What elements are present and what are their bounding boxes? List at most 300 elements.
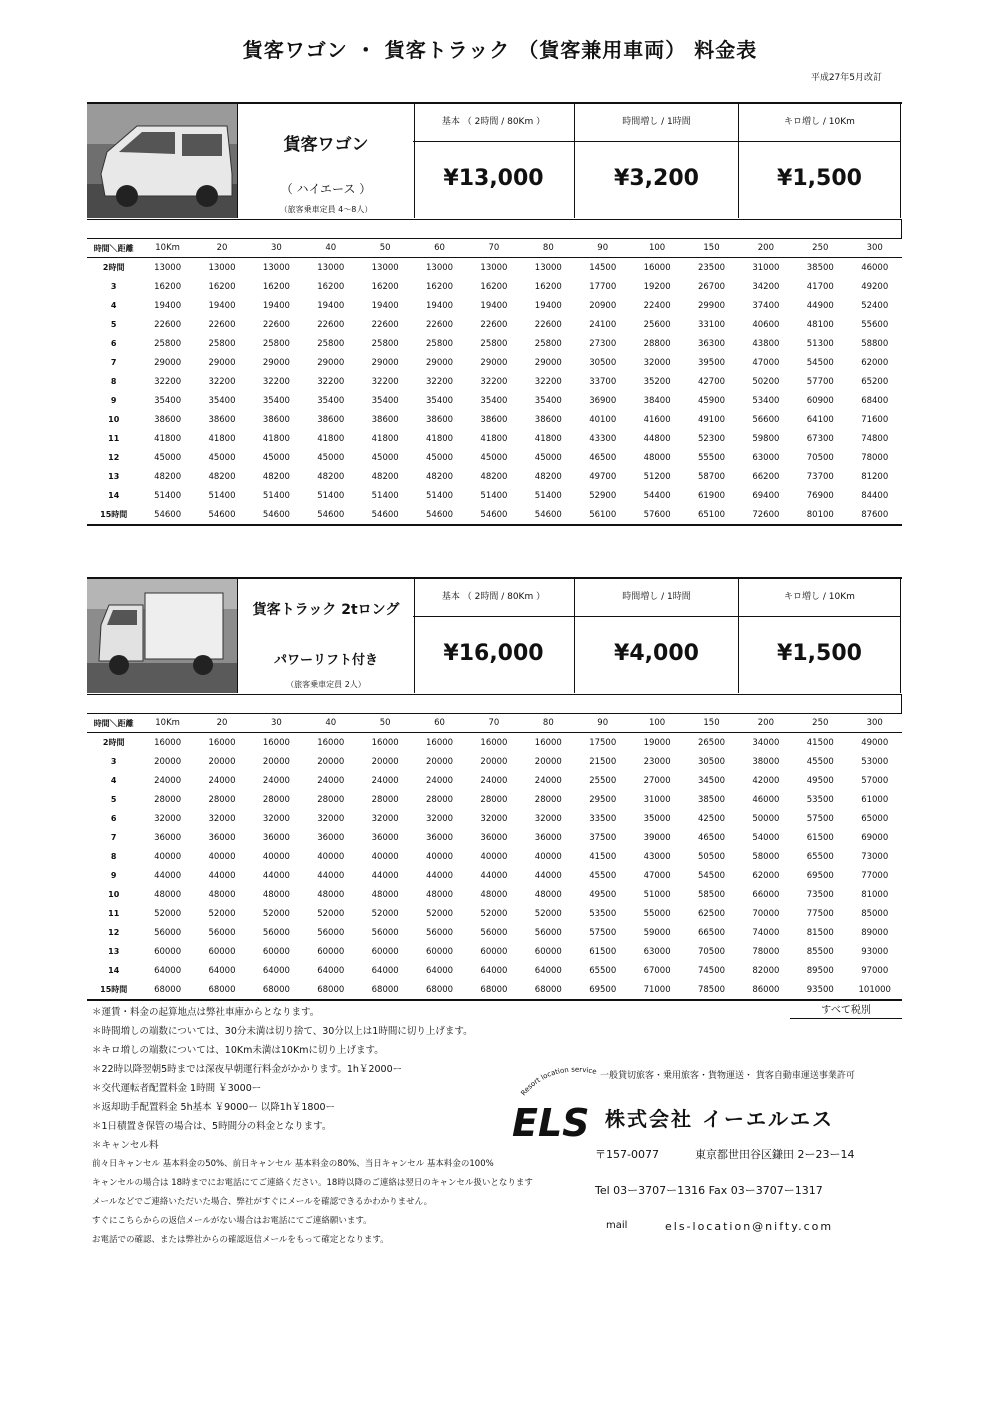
price-cell: 54600 bbox=[467, 505, 521, 525]
price-cell: 45500 bbox=[806, 756, 834, 767]
hours-cell: 4 bbox=[110, 776, 117, 785]
distance-header: 50 bbox=[358, 714, 412, 733]
price-cell: 65000 bbox=[861, 813, 889, 824]
price-cell: 60000 bbox=[426, 946, 454, 957]
price-cell: 42000 bbox=[752, 775, 780, 786]
price-cell: 35400 bbox=[208, 395, 236, 406]
price-cell: 23500 bbox=[697, 262, 726, 273]
hourly-price-col bbox=[575, 104, 739, 218]
distance-header: 50 bbox=[358, 239, 412, 258]
hours-cell: 14 bbox=[108, 491, 120, 500]
price-cell: 52900 bbox=[589, 490, 617, 501]
hours-cell: 9 bbox=[110, 396, 117, 405]
price-cell: 76900 bbox=[806, 490, 834, 501]
price-cell: 44000 bbox=[371, 870, 399, 881]
distance-header: 150 bbox=[684, 714, 738, 733]
price-cell: 13000 bbox=[154, 262, 182, 273]
hourly-label: 時間増し / 1時間 bbox=[575, 104, 738, 142]
page-title: 貨客ワゴン ・ 貨客トラック （貨客兼用車両） 料金表 bbox=[242, 38, 758, 62]
price-cell: 58000 bbox=[752, 851, 780, 862]
price-cell: 16000 bbox=[643, 262, 671, 273]
note: ＊交代運転者配置料金 1時間 ￥3000ー bbox=[92, 1083, 262, 1094]
price-cell: 28000 bbox=[371, 794, 399, 805]
hours-cell: 15時間 bbox=[87, 505, 140, 525]
price-cell: 32000 bbox=[154, 813, 182, 824]
truck-rate-table bbox=[87, 713, 902, 1001]
price-cell: 21500 bbox=[589, 756, 617, 767]
price-cell: 41500 bbox=[589, 851, 617, 862]
price-cell: 66000 bbox=[752, 889, 780, 900]
distance-header: 80 bbox=[521, 714, 575, 733]
price-cell: 36000 bbox=[208, 832, 236, 843]
price-cell: 29900 bbox=[697, 300, 726, 311]
price-cell: 44000 bbox=[262, 870, 290, 881]
price-cell: 36000 bbox=[371, 832, 399, 843]
distance-header: 60 bbox=[412, 239, 466, 258]
price-cell: 29000 bbox=[480, 357, 508, 368]
hours-cell: 5 bbox=[110, 320, 117, 329]
table-row bbox=[87, 942, 902, 961]
price-cell: 32000 bbox=[643, 357, 671, 368]
price-cell: 68000 bbox=[140, 980, 194, 1000]
table-row bbox=[87, 429, 902, 448]
distance-header: 150 bbox=[684, 239, 738, 258]
price-cell: 20000 bbox=[426, 756, 454, 767]
price-cell: 32000 bbox=[534, 813, 562, 824]
price-cell: 54600 bbox=[140, 505, 194, 525]
price-cell: 44000 bbox=[480, 870, 508, 881]
spacer bbox=[87, 695, 902, 713]
price-cell: 52000 bbox=[154, 908, 182, 919]
price-cell: 64000 bbox=[317, 965, 345, 976]
price-cell: 44000 bbox=[208, 870, 236, 881]
table-row bbox=[87, 980, 902, 1000]
price-cell: 25600 bbox=[643, 319, 671, 330]
price-cell: 41800 bbox=[371, 433, 399, 444]
price-cell: 36900 bbox=[589, 395, 617, 406]
price-cell: 60000 bbox=[480, 946, 508, 957]
price-cell: 33100 bbox=[697, 319, 726, 330]
postal-code: 〒157-0077 bbox=[595, 1148, 659, 1161]
price-cell: 82000 bbox=[752, 965, 780, 976]
logo-arc-text: Resort location service bbox=[519, 1065, 598, 1098]
price-cell: 67300 bbox=[806, 433, 834, 444]
price-cell: 51300 bbox=[806, 338, 834, 349]
price-cell: 26700 bbox=[697, 281, 726, 292]
price-cell: 41800 bbox=[154, 433, 182, 444]
price-cell: 53000 bbox=[861, 756, 889, 767]
price-cell: 38500 bbox=[697, 794, 726, 805]
price-cell: 35400 bbox=[371, 395, 399, 406]
price-cell: 54400 bbox=[643, 490, 671, 501]
price-cell: 29000 bbox=[534, 357, 562, 368]
price-cell: 46500 bbox=[589, 452, 617, 463]
price-cell: 48200 bbox=[208, 471, 236, 482]
price-cell: 66500 bbox=[697, 927, 726, 938]
price-cell: 28000 bbox=[534, 794, 562, 805]
price-cell: 41800 bbox=[426, 433, 454, 444]
price-cell: 69000 bbox=[861, 832, 889, 843]
basic-price: ¥16,000 bbox=[443, 641, 544, 666]
price-cell: 13000 bbox=[534, 262, 562, 273]
distance-header: 200 bbox=[739, 239, 793, 258]
price-cell: 41800 bbox=[480, 433, 508, 444]
hours-cell: 13 bbox=[108, 472, 120, 481]
basic-price-col bbox=[413, 104, 575, 218]
price-cell: 28000 bbox=[262, 794, 290, 805]
price-cell: 52000 bbox=[371, 908, 399, 919]
price-cell: 64000 bbox=[262, 965, 290, 976]
hours-cell: 15時間 bbox=[87, 980, 140, 1000]
price-cell: 42500 bbox=[697, 813, 726, 824]
cancel-note: お電話での確認、または弊社からの確認返信メールをもって確定となります。 bbox=[92, 1235, 389, 1245]
price-cell: 51400 bbox=[262, 490, 290, 501]
price-cell: 35400 bbox=[426, 395, 454, 406]
price-cell: 16200 bbox=[480, 281, 508, 292]
price-cell: 48200 bbox=[426, 471, 454, 482]
price-cell: 25800 bbox=[534, 338, 562, 349]
price-cell: 56000 bbox=[208, 927, 236, 938]
distance-header: 40 bbox=[304, 239, 358, 258]
price-cell: 29000 bbox=[208, 357, 236, 368]
price-cell: 60000 bbox=[317, 946, 345, 957]
price-cell: 67000 bbox=[643, 965, 671, 976]
price-cell: 68000 bbox=[195, 980, 249, 1000]
hours-cell: 8 bbox=[110, 377, 117, 386]
vehicle-model: （ ハイエース ） bbox=[280, 182, 372, 196]
distance-header: 100 bbox=[630, 239, 684, 258]
price-cell: 20000 bbox=[534, 756, 562, 767]
price-cell: 53400 bbox=[752, 395, 780, 406]
price-cell: 48000 bbox=[317, 889, 345, 900]
cancel-note: すぐにこちらからの返信メールがない場合はお電話にてご連絡願います。 bbox=[92, 1216, 372, 1226]
price-cell: 32200 bbox=[154, 376, 182, 387]
price-cell: 38600 bbox=[262, 414, 290, 425]
price-cell: 62000 bbox=[861, 357, 889, 368]
price-cell: 35400 bbox=[154, 395, 182, 406]
address: 東京都世田谷区鎌田 2ー23ー14 bbox=[695, 1148, 855, 1161]
phone-fax: Tel 03ー3707ー1316 Fax 03ー3707ー1317 bbox=[595, 1184, 823, 1197]
price-cell: 89500 bbox=[806, 965, 834, 976]
price-cell: 17700 bbox=[589, 281, 617, 292]
price-cell: 44000 bbox=[534, 870, 562, 881]
price-cell: 16000 bbox=[262, 737, 290, 748]
price-cell: 38500 bbox=[806, 262, 834, 273]
price-cell: 25800 bbox=[208, 338, 236, 349]
cancel-note: メールなどでご連絡いただいた場合、弊社がすぐにメールを確認できるかわかりません。 bbox=[92, 1197, 433, 1207]
price-cell: 25800 bbox=[426, 338, 454, 349]
price-cell: 35000 bbox=[643, 813, 671, 824]
price-cell: 38600 bbox=[534, 414, 562, 425]
price-cell: 80100 bbox=[793, 505, 847, 525]
price-cell: 78000 bbox=[752, 946, 780, 957]
price-cell: 51200 bbox=[643, 471, 671, 482]
price-cell: 41600 bbox=[643, 414, 671, 425]
cancel-note: キャンセルの場合は 18時までにお電話にてご連絡ください。18時以降のご連絡は翌日のキャンセル扱いとなります bbox=[92, 1178, 533, 1188]
distance-header: 40 bbox=[304, 714, 358, 733]
price-cell: 54600 bbox=[195, 505, 249, 525]
price-cell: 63000 bbox=[643, 946, 671, 957]
price-cell: 45000 bbox=[480, 452, 508, 463]
price-cell: 61000 bbox=[861, 794, 889, 805]
price-cell: 24000 bbox=[154, 775, 182, 786]
truck-name-box bbox=[237, 579, 415, 693]
price-cell: 70500 bbox=[697, 946, 726, 957]
price-cell: 84400 bbox=[861, 490, 889, 501]
price-cell: 20000 bbox=[154, 756, 182, 767]
price-cell: 22600 bbox=[480, 319, 508, 330]
price-cell: 28000 bbox=[317, 794, 345, 805]
price-cell: 49200 bbox=[861, 281, 889, 292]
km-price-col bbox=[739, 579, 901, 693]
price-cell: 74000 bbox=[752, 927, 780, 938]
hours-cell: 13 bbox=[108, 947, 120, 956]
distance-header: 70 bbox=[467, 239, 521, 258]
price-cell: 54000 bbox=[752, 832, 780, 843]
price-cell: 25800 bbox=[480, 338, 508, 349]
hours-cell: 6 bbox=[110, 814, 117, 823]
price-cell: 50200 bbox=[752, 376, 780, 387]
price-cell: 55600 bbox=[861, 319, 889, 330]
price-cell: 22600 bbox=[534, 319, 562, 330]
price-cell: 60900 bbox=[806, 395, 834, 406]
price-cell: 77000 bbox=[861, 870, 889, 881]
company-name: 株式会社 イーエルエス bbox=[605, 1107, 834, 1131]
price-cell: 22600 bbox=[208, 319, 236, 330]
price-cell: 40100 bbox=[589, 414, 617, 425]
price-cell: 46000 bbox=[861, 262, 889, 273]
wagon-name-box bbox=[237, 104, 415, 218]
price-cell: 49000 bbox=[861, 737, 889, 748]
price-cell: 36300 bbox=[697, 338, 726, 349]
distance-header: 10Km bbox=[140, 714, 194, 733]
table-row bbox=[87, 866, 902, 885]
price-cell: 19200 bbox=[643, 281, 671, 292]
price-cell: 32000 bbox=[262, 813, 290, 824]
price-cell: 38600 bbox=[371, 414, 399, 425]
price-cell: 28800 bbox=[643, 338, 671, 349]
price-cell: 59000 bbox=[643, 927, 671, 938]
price-cell: 81500 bbox=[806, 927, 834, 938]
distance-header: 100 bbox=[630, 714, 684, 733]
price-cell: 93000 bbox=[861, 946, 889, 957]
price-cell: 78500 bbox=[684, 980, 738, 1000]
price-cell: 70500 bbox=[806, 452, 834, 463]
price-cell: 47000 bbox=[752, 357, 780, 368]
price-cell: 40000 bbox=[480, 851, 508, 862]
price-cell: 39000 bbox=[643, 832, 671, 843]
price-cell: 33700 bbox=[589, 376, 617, 387]
price-cell: 41800 bbox=[534, 433, 562, 444]
table-row bbox=[87, 486, 902, 505]
price-cell: 36000 bbox=[262, 832, 290, 843]
price-cell: 25800 bbox=[154, 338, 182, 349]
price-cell: 57700 bbox=[806, 376, 834, 387]
distance-header: 300 bbox=[847, 239, 902, 258]
price-cell: 43000 bbox=[643, 851, 671, 862]
price-cell: 20900 bbox=[589, 300, 617, 311]
price-cell: 31000 bbox=[752, 262, 780, 273]
hours-cell: 3 bbox=[110, 282, 117, 291]
price-cell: 32200 bbox=[480, 376, 508, 387]
price-cell: 38600 bbox=[317, 414, 345, 425]
price-cell: 58500 bbox=[697, 889, 726, 900]
note: ＊キロ増しの端数については、10Km未満は10Kmに切り上げます。 bbox=[92, 1045, 384, 1056]
price-cell: 57500 bbox=[806, 813, 834, 824]
price-cell: 29000 bbox=[426, 357, 454, 368]
price-cell: 32200 bbox=[208, 376, 236, 387]
price-cell: 61500 bbox=[589, 946, 617, 957]
price-cell: 16000 bbox=[154, 737, 182, 748]
hours-cell: 12 bbox=[108, 453, 120, 462]
price-cell: 32200 bbox=[534, 376, 562, 387]
price-cell: 68000 bbox=[467, 980, 521, 1000]
hourly-price: ¥3,200 bbox=[614, 166, 699, 191]
price-cell: 53500 bbox=[806, 794, 834, 805]
price-cell: 37500 bbox=[589, 832, 617, 843]
price-cell: 32000 bbox=[426, 813, 454, 824]
hours-cell: 10 bbox=[108, 890, 120, 899]
price-cell: 29000 bbox=[262, 357, 290, 368]
price-cell: 54600 bbox=[521, 505, 575, 525]
hours-cell: 7 bbox=[110, 358, 117, 367]
note: ＊1日積置き保管の場合は、5時間分の料金となります。 bbox=[92, 1121, 332, 1132]
price-cell: 20000 bbox=[262, 756, 290, 767]
note: ＊時間増しの端数については、30分未満は切り捨て、30分以上は1時間に切り上げます。 bbox=[92, 1026, 473, 1037]
price-cell: 64000 bbox=[426, 965, 454, 976]
price-cell: 68000 bbox=[249, 980, 303, 1000]
price-cell: 48200 bbox=[262, 471, 290, 482]
price-cell: 69500 bbox=[576, 980, 630, 1000]
price-cell: 13000 bbox=[317, 262, 345, 273]
table-row bbox=[87, 505, 902, 525]
basic-label: 基本 （ 2時間 / 80Km ） bbox=[413, 104, 574, 142]
price-cell: 55000 bbox=[643, 908, 671, 919]
price-cell: 48200 bbox=[480, 471, 508, 482]
note: ＊返却助手配置料金 5h基本 ￥9000ー 以降1h￥1800ー bbox=[92, 1102, 336, 1113]
price-cell: 54600 bbox=[412, 505, 466, 525]
table-header-row bbox=[87, 239, 902, 258]
price-cell: 36000 bbox=[426, 832, 454, 843]
price-cell: 34500 bbox=[697, 775, 726, 786]
hours-cell: 6 bbox=[110, 339, 117, 348]
hourly-price: ¥4,000 bbox=[614, 641, 699, 666]
price-cell: 13000 bbox=[371, 262, 399, 273]
price-cell: 40000 bbox=[534, 851, 562, 862]
els-logo bbox=[510, 1060, 602, 1146]
price-cell: 93500 bbox=[793, 980, 847, 1000]
price-cell: 36000 bbox=[317, 832, 345, 843]
price-cell: 51400 bbox=[317, 490, 345, 501]
price-cell: 26500 bbox=[697, 737, 726, 748]
price-cell: 25800 bbox=[262, 338, 290, 349]
price-cell: 38600 bbox=[426, 414, 454, 425]
price-cell: 46500 bbox=[697, 832, 726, 843]
price-cell: 49700 bbox=[589, 471, 617, 482]
table-row bbox=[87, 372, 902, 391]
price-cell: 29000 bbox=[154, 357, 182, 368]
price-cell: 57000 bbox=[861, 775, 889, 786]
price-cell: 41800 bbox=[317, 433, 345, 444]
table-row bbox=[87, 828, 902, 847]
price-cell: 56600 bbox=[752, 414, 780, 425]
note: ＊運賃・料金の起算地点は弊社車庫からとなります。 bbox=[92, 1007, 320, 1018]
price-cell: 34000 bbox=[752, 737, 780, 748]
price-cell: 41800 bbox=[208, 433, 236, 444]
vehicle-capacity: （旅客乗車定員 4～8人） bbox=[279, 205, 373, 214]
price-cell: 51400 bbox=[208, 490, 236, 501]
price-cell: 45000 bbox=[208, 452, 236, 463]
table-row bbox=[87, 353, 902, 372]
price-cell: 19400 bbox=[371, 300, 399, 311]
price-cell: 16000 bbox=[426, 737, 454, 748]
table-row bbox=[87, 315, 902, 334]
price-cell: 77500 bbox=[806, 908, 834, 919]
distance-header: 250 bbox=[793, 239, 847, 258]
price-cell: 17500 bbox=[589, 737, 617, 748]
hours-cell: 2時間 bbox=[102, 263, 125, 272]
hours-cell: 14 bbox=[108, 966, 120, 975]
price-cell: 32000 bbox=[208, 813, 236, 824]
price-cell: 38400 bbox=[643, 395, 671, 406]
price-cell: 36000 bbox=[154, 832, 182, 843]
price-cell: 23000 bbox=[643, 756, 671, 767]
price-cell: 56000 bbox=[317, 927, 345, 938]
price-cell: 46000 bbox=[752, 794, 780, 805]
mail-label: mail bbox=[606, 1220, 628, 1231]
price-cell: 51400 bbox=[480, 490, 508, 501]
table-row bbox=[87, 391, 902, 410]
price-cell: 66200 bbox=[752, 471, 780, 482]
price-cell: 13000 bbox=[262, 262, 290, 273]
price-cell: 22600 bbox=[317, 319, 345, 330]
price-cell: 61500 bbox=[806, 832, 834, 843]
price-cell: 64100 bbox=[806, 414, 834, 425]
price-cell: 68400 bbox=[861, 395, 889, 406]
distance-header: 30 bbox=[249, 714, 303, 733]
price-cell: 38600 bbox=[154, 414, 182, 425]
price-cell: 35400 bbox=[317, 395, 345, 406]
distance-header: 250 bbox=[793, 714, 847, 733]
price-cell: 32000 bbox=[317, 813, 345, 824]
price-cell: 19400 bbox=[154, 300, 182, 311]
km-price-col bbox=[739, 104, 901, 218]
price-cell: 45000 bbox=[371, 452, 399, 463]
price-cell: 40600 bbox=[752, 319, 780, 330]
price-cell: 74800 bbox=[861, 433, 889, 444]
price-cell: 22400 bbox=[643, 300, 671, 311]
price-cell: 22600 bbox=[154, 319, 182, 330]
price-cell: 65500 bbox=[589, 965, 617, 976]
email-address: els-location@nifty.com bbox=[665, 1220, 834, 1233]
price-cell: 56000 bbox=[371, 927, 399, 938]
price-cell: 64000 bbox=[371, 965, 399, 976]
price-cell: 13000 bbox=[208, 262, 236, 273]
price-cell: 54600 bbox=[249, 505, 303, 525]
price-cell: 48000 bbox=[534, 889, 562, 900]
wagon-header bbox=[87, 102, 902, 220]
price-cell: 16000 bbox=[208, 737, 236, 748]
distance-header: 20 bbox=[195, 239, 249, 258]
table-row bbox=[87, 790, 902, 809]
price-cell: 51000 bbox=[643, 889, 671, 900]
price-cell: 30500 bbox=[697, 756, 726, 767]
price-cell: 20000 bbox=[480, 756, 508, 767]
price-cell: 32200 bbox=[426, 376, 454, 387]
price-cell: 40000 bbox=[154, 851, 182, 862]
hours-cell: 9 bbox=[110, 871, 117, 880]
price-cell: 43800 bbox=[752, 338, 780, 349]
